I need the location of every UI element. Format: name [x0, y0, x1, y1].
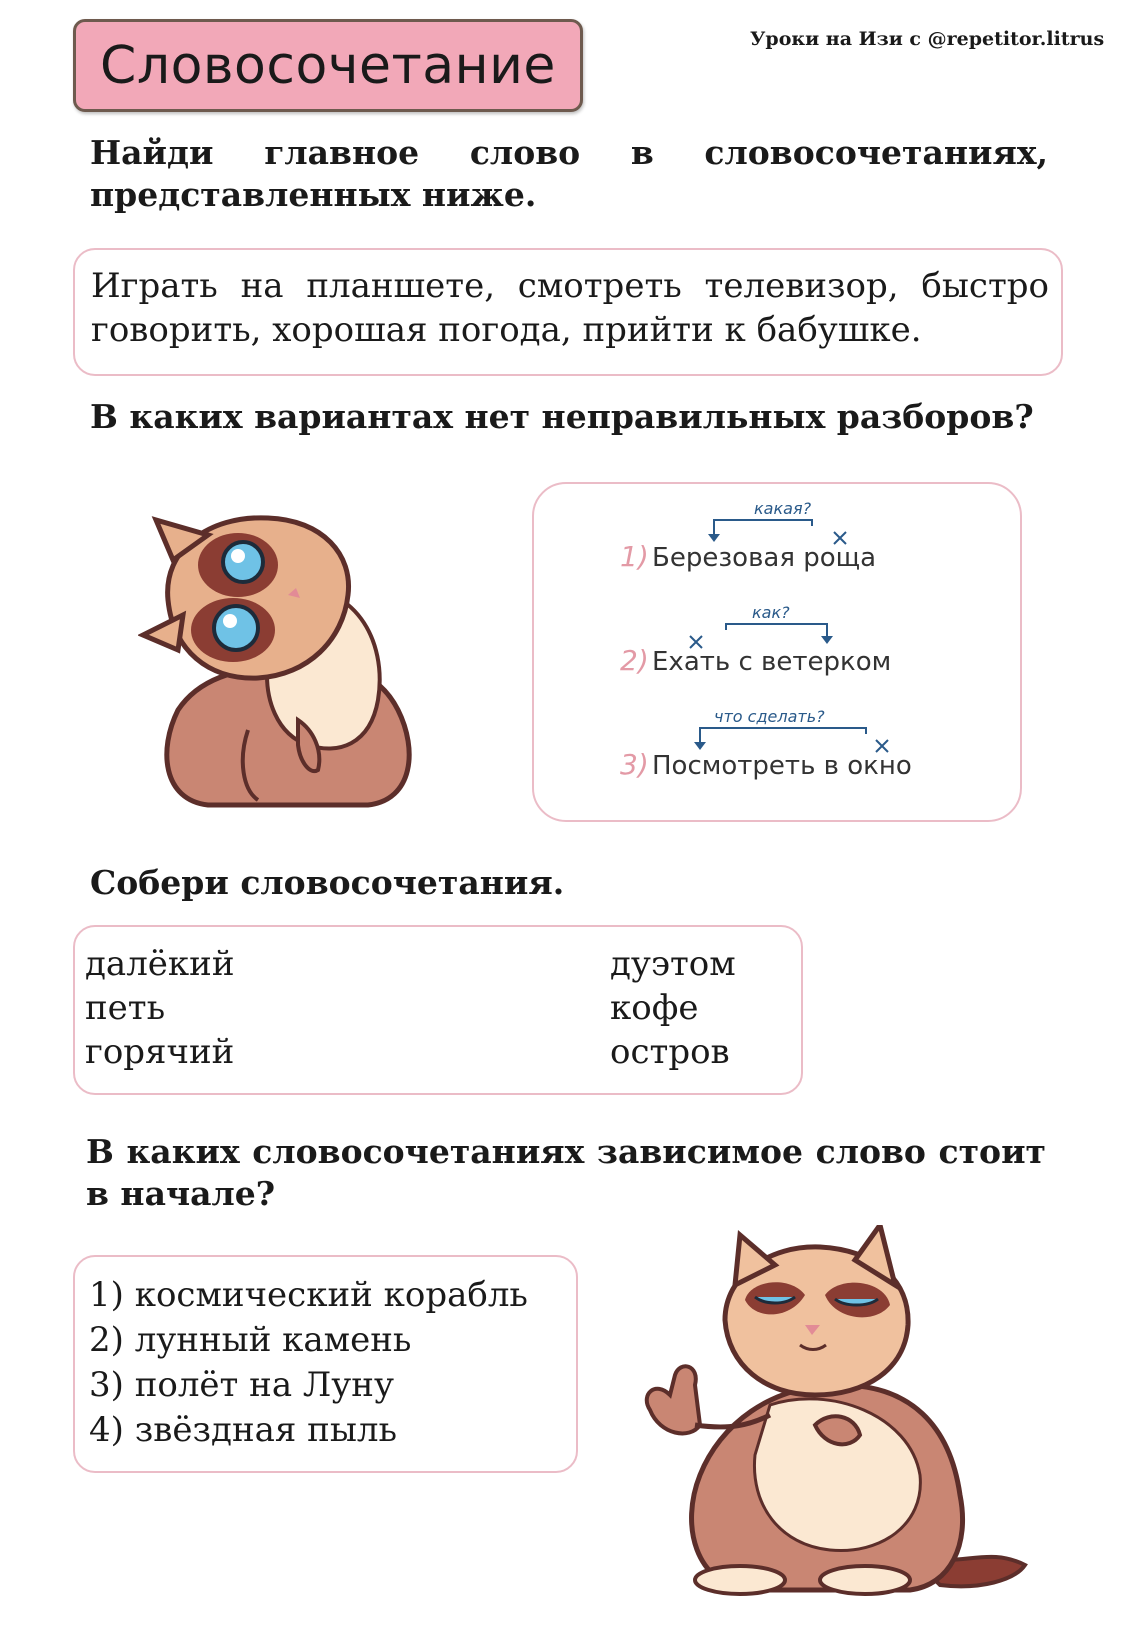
item2-number: 2) [620, 644, 649, 677]
task4-list [89, 1273, 528, 1453]
right-word: остров [610, 1032, 730, 1072]
item1-phrase: Березовая роща [652, 543, 877, 573]
item3-phrase: Посмотреть в окно [652, 751, 912, 781]
item2-phrase: Ехать с ветерком [652, 647, 892, 677]
right-word: кофе [610, 988, 699, 1028]
list-item: 3) полёт на Луну [89, 1365, 394, 1405]
task1-text: Играть на планшете, смотреть телевизор, быстро говорить, хорошая погода, прийти к бабушке. [91, 266, 1049, 350]
right-words-column [610, 942, 736, 1074]
left-word: далёкий [85, 944, 235, 984]
list-item: 4) звёздная пыль [89, 1410, 398, 1450]
task3-box [73, 925, 803, 1095]
left-word: петь [85, 988, 166, 1028]
item3-number: 3) [620, 748, 649, 781]
credit-text: Уроки на Изи с @repetitor.litrus [750, 28, 1105, 50]
cat-left-illustration [138, 500, 428, 820]
analysis-diagram [534, 484, 1024, 824]
cat-right-illustration [640, 1225, 1050, 1605]
item2-question: как? [752, 603, 790, 622]
analysis-box [532, 482, 1022, 822]
item1-question: какая? [754, 499, 812, 518]
left-word: горячий [85, 1032, 235, 1072]
task1-box [73, 248, 1063, 376]
task3-heading: Собери словосочетания. [90, 863, 565, 902]
task4-box [73, 1255, 578, 1473]
task2-heading: В каких вариантах нет неправильных разборов? [90, 397, 1034, 436]
page-title: Словосочетание [100, 35, 556, 96]
item1-number: 1) [620, 540, 649, 573]
list-item: 2) лунный камень [89, 1320, 412, 1360]
task1-heading: Найди главное слово в словосочетаниях, представленных ниже. [90, 133, 1048, 214]
title-box [73, 19, 583, 112]
list-item: 1) космический корабль [89, 1275, 528, 1315]
item3-question: что сделать? [714, 707, 825, 726]
right-word: дуэтом [610, 944, 736, 984]
task4-heading: В каких словосочетаниях зависимое слово стоит в начале? [86, 1132, 1046, 1213]
left-words-column [85, 942, 235, 1074]
